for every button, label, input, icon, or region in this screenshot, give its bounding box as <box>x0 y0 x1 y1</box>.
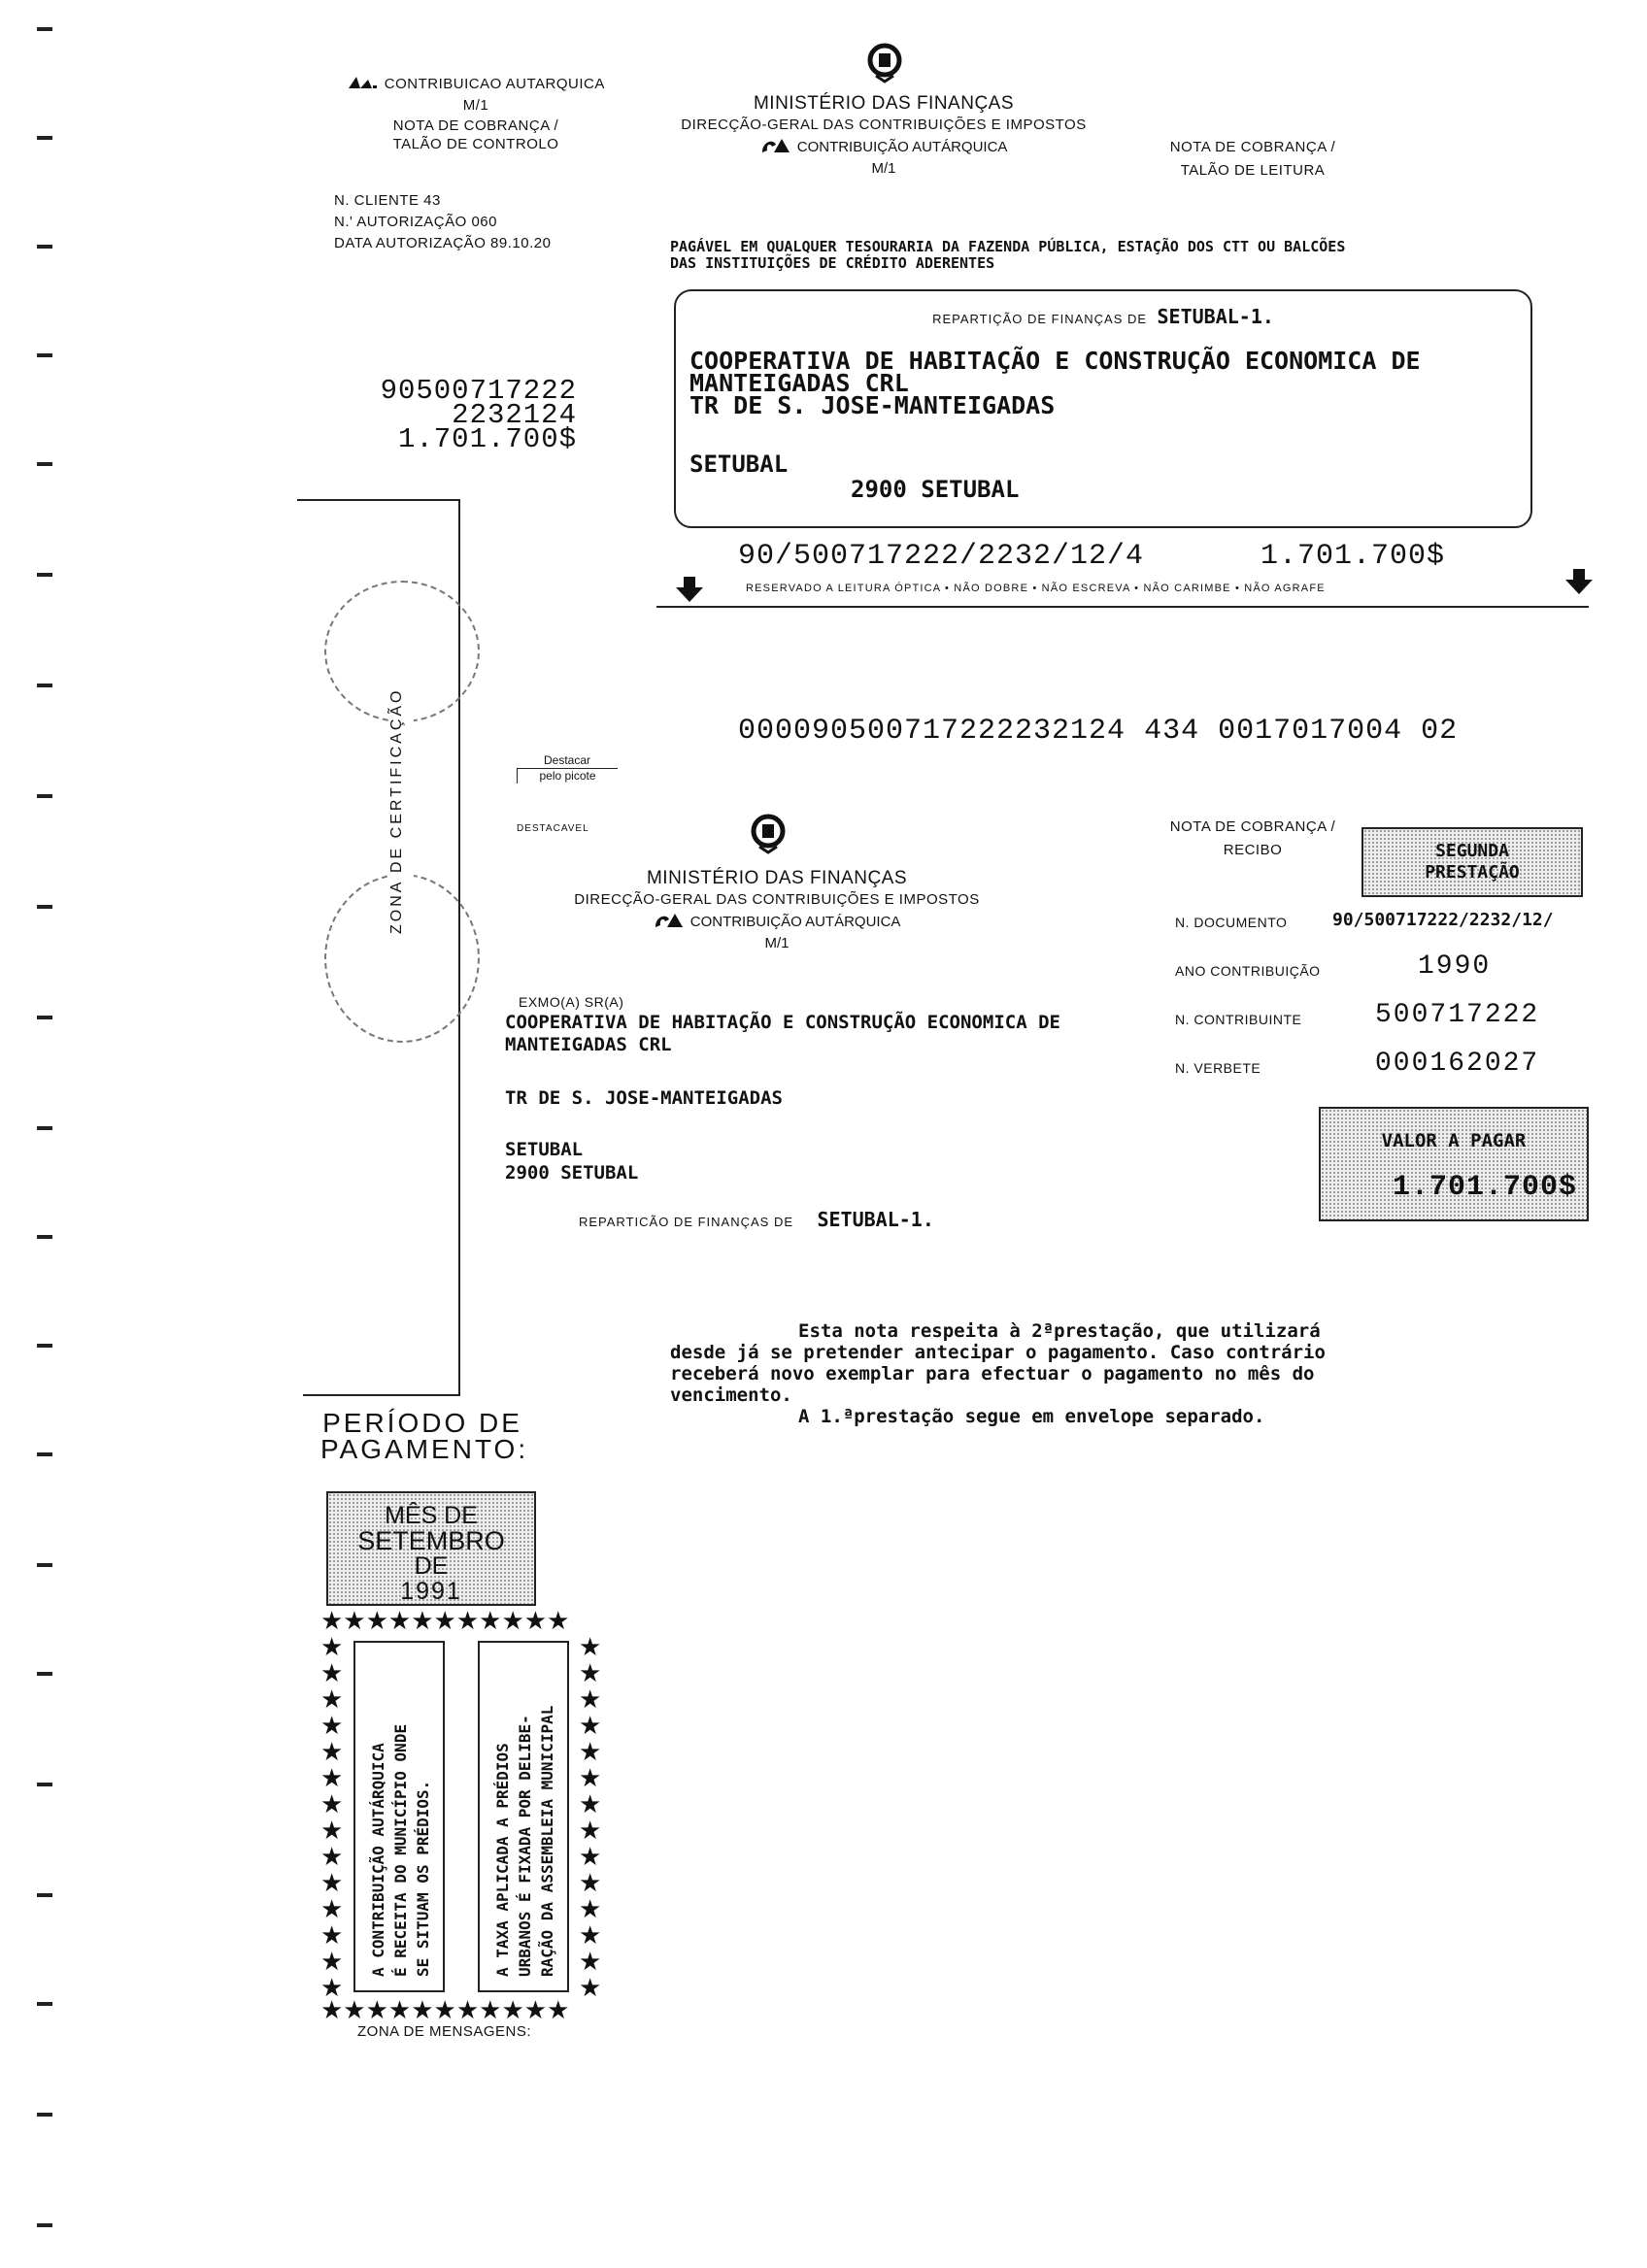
verbete-label: N. VERBETE <box>1175 1060 1261 1076</box>
reading-note-line1: NOTA DE COBRANÇA / <box>1169 139 1336 155</box>
payment-period-line1: PERÍODO DE <box>322 1408 522 1438</box>
ca-logo-icon <box>347 76 380 93</box>
reading-addressee-line2: MANTEIGADAS CRL <box>689 369 909 397</box>
payable-line2: DAS INSTITUIÇÕES DE CRÉDITO ADERENTES <box>670 254 995 272</box>
stars-top: ★★★★★★★★★★★ <box>320 1607 570 1636</box>
reading-note <box>1146 136 1360 183</box>
period-year: 1991 <box>400 1578 462 1605</box>
message-right-line3: RAÇÃO DA ASSEMBLEIA MUNICIPAL <box>538 1705 556 1977</box>
message-left-line2: É RECEITA DO MUNICÍPIO ONDE <box>391 1723 410 1977</box>
amount-due-label: VALOR A PAGAR <box>1381 1130 1527 1151</box>
payment-period-label <box>320 1408 529 1464</box>
receipt-note-line1: NOTA DE COBRANÇA / <box>1169 818 1336 835</box>
stub-contribution: CONTRIBUICAO AUTARQUICA <box>384 76 605 92</box>
installment-badge-line2: PRESTAÇÃO <box>1425 862 1520 883</box>
period-month: SETEMBRO <box>357 1526 505 1555</box>
installment-note-line1: Esta nota respeita à 2ªprestação, que utilizará <box>798 1320 1321 1342</box>
coat-of-arms-icon <box>746 812 790 859</box>
address-box <box>674 289 1532 528</box>
reading-postal: 2900 SETUBAL <box>851 476 1020 503</box>
reading-direction: DIRECÇÃO-GERAL DAS CONTRIBUIÇÕES E IMPOSTOS <box>681 117 1087 133</box>
amount-due-box <box>1319 1107 1589 1221</box>
detach-line2: pelo picote <box>517 768 618 784</box>
message-left-line3: SE SITUAM OS PRÉDIOS. <box>414 1780 432 1977</box>
receipt-office <box>579 1208 934 1231</box>
message-right-box <box>478 1641 569 1992</box>
receipt-model: M/1 <box>764 935 790 951</box>
receipt-street: TR DE S. JOSE-MANTEIGADAS <box>505 1087 783 1109</box>
stub-authorization: N.' AUTORIZAÇÃO 060 <box>334 214 497 230</box>
reading-office <box>676 305 1530 328</box>
message-left-line1: A CONTRIBUIÇÃO AUTÁRQUICA <box>369 1743 387 1977</box>
stub-client-info <box>334 190 551 254</box>
doc-value: 90/500717222/2232/12/ <box>1332 910 1554 930</box>
stub-number2: 2232124 <box>452 399 577 431</box>
message-left-box <box>353 1641 445 1992</box>
period-month-prefix: MÊS DE <box>385 1502 478 1529</box>
stub-auth-date: DATA AUTORIZAÇÃO 89.10.20 <box>334 235 552 251</box>
coat-of-arms-icon <box>862 41 907 88</box>
ca-logo-icon <box>654 912 687 933</box>
payment-period-line2: PAGAMENTO: <box>320 1434 529 1464</box>
receipt-addressee-line1: COOPERATIVA DE HABITAÇÃO E CONSTRUÇÃO ECONOMICA DE <box>505 1012 1060 1033</box>
receipt-note-line2: RECIBO <box>1223 842 1283 858</box>
message-zone-label: ZONA DE MENSAGENS: <box>357 2023 532 2040</box>
reading-addressee-line1: COOPERATIVA DE HABITAÇÃO E CONSTRUÇÃO ECONOMICA DE <box>689 347 1421 375</box>
payable-line1: PAGÁVEL EM QUALQUER TESOURARIA DA FAZENDA PÚBLICA, ESTAÇÃO DOS CTT OU BALCÕES <box>670 238 1346 255</box>
receipt-direction: DIRECÇÃO-GERAL DAS CONTRIBUIÇÕES E IMPOSTOS <box>574 891 980 908</box>
reading-addressee <box>689 347 1421 419</box>
stub-number1: 90500717222 <box>380 375 577 407</box>
verbete-value: 000162027 <box>1375 1049 1540 1079</box>
installment-note-line4: vencimento. <box>670 1384 792 1406</box>
installment-note-line3: receberá novo exemplar para efectuar o pagamento no mês do <box>670 1363 1315 1384</box>
reading-model: M/1 <box>871 160 896 177</box>
reading-ref-code: 90/500717222/2232/12/4 <box>738 540 1145 573</box>
receipt-location <box>505 1138 638 1184</box>
installment-note-line2: desde já se pretender antecipar o pagamento. Caso contrário <box>670 1342 1326 1363</box>
year-value: 1990 <box>1418 951 1492 982</box>
receipt-office-value: SETUBAL-1. <box>817 1208 934 1231</box>
message-left-text <box>367 1656 434 1977</box>
stub-note-line1: NOTA DE COBRANÇA / <box>392 117 559 135</box>
installment-note-line5: A 1.ªprestação segue em envelope separado. <box>798 1406 1265 1427</box>
receipt-addressee <box>505 1012 1060 1056</box>
reading-note-line2: TALÃO DE LEITURA <box>1180 162 1326 179</box>
detach-instruction <box>517 753 618 784</box>
receipt-office-label: REPARTICÃO DE FINANÇAS DE <box>579 1215 793 1229</box>
doc-label: N. DOCUMENTO <box>1175 915 1288 930</box>
receipt-note <box>1146 816 1360 862</box>
amount-due-value: 1.701.700$ <box>1392 1171 1577 1204</box>
stub-header <box>330 76 622 152</box>
reading-office-label: REPARTIÇÃO DE FINANÇAS DE <box>932 312 1148 326</box>
stub-frame-bottom <box>303 1394 460 1396</box>
taxpayer-label: N. CONTRIBUINTE <box>1175 1012 1302 1027</box>
receipt-header <box>544 868 1010 951</box>
taxpayer-value: 500717222 <box>1375 1000 1540 1030</box>
certification-zone-label: ZONA DE CERTIFICAÇÃO <box>388 670 414 951</box>
reading-ministry: MINISTÉRIO DAS FINANÇAS <box>753 93 1015 114</box>
receipt-contribution: CONTRIBUIÇÃO AUTÁRQUICA <box>689 913 901 930</box>
stub-frame-top <box>297 499 460 501</box>
reading-addressee-line3: TR DE S. JOSE-MANTEIGADAS <box>689 391 1056 419</box>
receipt-ministry: MINISTÉRIO DAS FINANÇAS <box>646 868 908 888</box>
ca-logo-icon <box>760 137 793 158</box>
stub-numbers <box>350 375 577 455</box>
reading-contribution: CONTRIBUIÇÃO AUTÁRQUICA <box>796 138 1008 155</box>
reading-city: SETUBAL <box>689 450 789 478</box>
installment-badge <box>1361 827 1583 897</box>
stub-amount: 1.701.700$ <box>397 423 577 455</box>
stub-model: M/1 <box>462 97 489 115</box>
arrow-down-icon <box>676 577 703 607</box>
installment-note <box>670 1320 1544 1427</box>
message-right-text <box>491 1656 558 1977</box>
message-right-line1: A TAXA APLICADA A PRÉDIOS <box>493 1743 512 1977</box>
payable-notice <box>670 239 1345 272</box>
stars-right: ★ ★ ★ ★ ★ ★ ★ ★ ★ ★ ★ ★ ★ ★ <box>579 1633 602 2003</box>
reading-header <box>670 93 1097 177</box>
optical-notice: RESERVADO A LEITURA ÓPTICA • NÃO DOBRE • NÃO ESCREVA • NÃO CARIMBE • NÃO AGRAFE <box>746 583 1326 594</box>
reading-divider <box>656 606 1589 608</box>
arrow-down-icon <box>1565 569 1593 599</box>
installment-badge-line1: SEGUNDA <box>1435 841 1509 861</box>
stub-note-line2: TALÃO DE CONTROLO <box>392 136 559 153</box>
period-de: DE <box>414 1552 449 1580</box>
detachable-label: DESTACAVEL <box>517 823 589 834</box>
reading-ref-amount: 1.701.700$ <box>1260 540 1446 573</box>
salutation: EXMO(A) SR(A) <box>519 994 624 1010</box>
receipt-addressee-line2: MANTEIGADAS CRL <box>505 1034 672 1055</box>
receipt-city: SETUBAL <box>505 1139 584 1160</box>
payment-period-box <box>326 1491 536 1606</box>
stars-bottom: ★★★★★★★★★★★ <box>320 1996 570 2025</box>
stub-client: N. CLIENTE 43 <box>334 192 441 209</box>
barcode-line: 000090500717222232124 434 0017017004 02 <box>738 715 1459 748</box>
receipt-postal: 2900 SETUBAL <box>505 1162 639 1184</box>
year-label: ANO CONTRIBUIÇÃO <box>1175 963 1321 979</box>
reading-office-value: SETUBAL-1. <box>1157 305 1274 328</box>
stars-left: ★ ★ ★ ★ ★ ★ ★ ★ ★ ★ ★ ★ ★ ★ <box>320 1633 344 2003</box>
detach-line1: Destacar <box>543 753 591 767</box>
message-right-line2: URBANOS É FIXADA POR DELIBE- <box>516 1715 534 1977</box>
